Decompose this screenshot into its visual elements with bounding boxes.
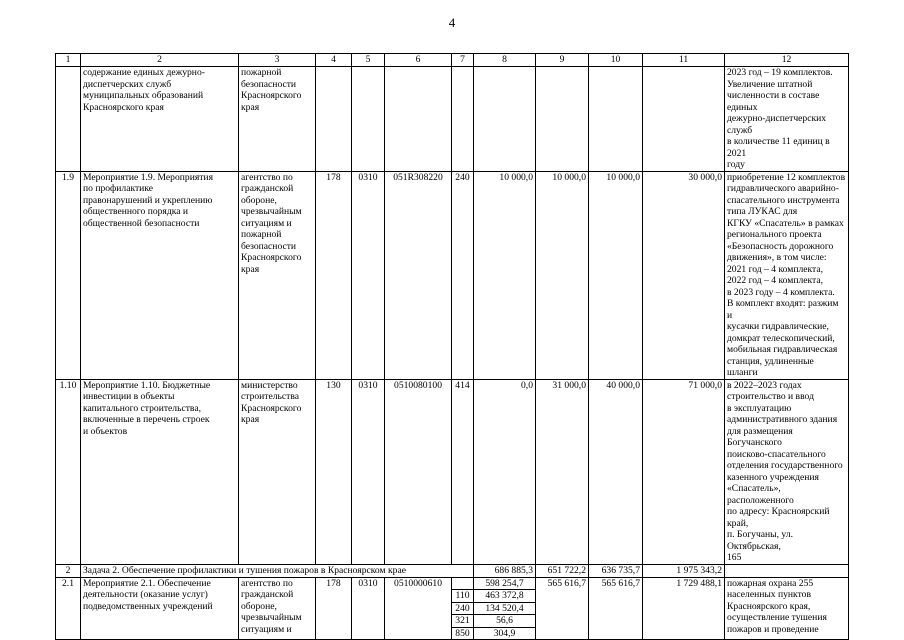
header-cell: 10 <box>589 54 643 67</box>
header-row <box>56 54 849 67</box>
executor: агентство по гражданской обороне, чрезвычайным ситуациям и пожарной безопасности Красноярского края <box>239 171 316 379</box>
table-row <box>56 171 849 379</box>
header-cell: 1 <box>56 54 81 67</box>
header-cell: 8 <box>474 54 536 67</box>
header-cell: 7 <box>452 54 474 67</box>
row-number <box>56 67 81 172</box>
task-label: Задача 2. Обеспечение профилактики и тушения пожаров в Красноярском крае <box>81 564 474 577</box>
amount-2023: 40 000,0 <box>589 379 643 564</box>
amount-total <box>643 67 725 172</box>
expected-result: 2023 год – 19 комплектов. Увеличение штатной численности в составе единых дежурно-диспетчерских служб в количестве 11 единиц в 2021 году <box>725 67 849 172</box>
vr-code <box>452 577 474 590</box>
vr-code: 240 <box>452 602 474 615</box>
header-cell: 12 <box>725 54 849 67</box>
amount-2022 <box>536 67 589 172</box>
table-row <box>56 67 849 172</box>
amount-total: 1 975 343,2 <box>643 564 725 577</box>
header-cell: 2 <box>81 54 239 67</box>
gryubs-code: 178 <box>316 171 352 379</box>
rzpr-code: 0310 <box>352 577 385 640</box>
amount-2023: 10 000,0 <box>589 171 643 379</box>
csr-code: 0510000610 <box>385 577 452 640</box>
csr-code: 051R308220 <box>385 171 452 379</box>
rzpr-code: 0310 <box>352 171 385 379</box>
amount-2023: 565 616,7 <box>589 577 643 640</box>
amount-2021: 10 000,0 <box>474 171 536 379</box>
executor: пожарной безопасности Красноярского края <box>239 67 316 172</box>
amount-2022: 565 616,7 <box>536 577 589 640</box>
event-name: Мероприятие 1.10. Бюджетные инвестиции в объекты капитального строительства, включенные в перечень строек и объектов <box>81 379 239 564</box>
row-number: 1.9 <box>56 171 81 379</box>
executor: министерство строительства Красноярского края <box>239 379 316 564</box>
header-cell: 3 <box>239 54 316 67</box>
amount-2023: 636 735,7 <box>589 564 643 577</box>
vr-code: 240 <box>452 171 474 379</box>
amount-total: 1 729 488,1 <box>643 577 725 640</box>
expected-result: приобретение 12 комплектов гидравлического аварийно- спасательного инструмента типа ЛУКАС для КГКУ «Спасатель» в рамках регионального проекта «Безопасность дорожного движения», в том числе: 2021 год – 4 комплекта, 2022 год – 4 комплекта, в 2023 году – 4 комплекта. В комплект входят: разжим и кусачки гидравлические, домкрат телескопический, мобильная гидравлическая станция, удлиненные шланги <box>725 171 849 379</box>
header-cell: 11 <box>643 54 725 67</box>
amount-total: 30 000,0 <box>643 171 725 379</box>
executor: агентство по гражданской обороне, чрезвычайным ситуациям и <box>239 577 316 640</box>
amount-2021: 0,0 <box>474 379 536 564</box>
amount-2021: 686 885,3 <box>474 564 536 577</box>
csr-code <box>385 67 452 172</box>
table-row <box>56 577 849 590</box>
header-cell: 4 <box>316 54 352 67</box>
amount-total: 71 000,0 <box>643 379 725 564</box>
header-cell: 6 <box>385 54 452 67</box>
event-name: Мероприятие 2.1. Обеспечение деятельности (оказание услуг) подведомственных учреждений <box>81 577 239 640</box>
row-number: 2 <box>56 564 81 577</box>
gryubs-code <box>316 67 352 172</box>
budget-table <box>55 53 849 640</box>
amount-2023 <box>589 67 643 172</box>
expected-result: пожарная охрана 255 населенных пунктов Красноярского края, осуществление тушения пожаров и проведение <box>725 577 849 640</box>
page-number: 4 <box>448 15 456 30</box>
amount-2022: 31 000,0 <box>536 379 589 564</box>
rzpr-code: 0310 <box>352 379 385 564</box>
expected-result: в 2022–2023 годах строительство и ввод в эксплуатацию административного здания для размещения Богучанского поисково-спасательного отделения государственного казенного учреждения «Спасатель», расположенного по адресу: Красноярский край, п. Богучаны, ул. Октябрьская, 165 <box>725 379 849 564</box>
header-cell: 9 <box>536 54 589 67</box>
table-row <box>56 379 849 564</box>
amount-2021: 304,9 <box>474 627 536 640</box>
amount-2021: 463 372,8 <box>474 590 536 603</box>
vr-code: 850 <box>452 627 474 640</box>
vr-code <box>452 67 474 172</box>
header-cell: 5 <box>352 54 385 67</box>
rzpr-code <box>352 67 385 172</box>
amount-2021: 598 254,7 <box>474 577 536 590</box>
row-number: 1.10 <box>56 379 81 564</box>
amount-2021 <box>474 67 536 172</box>
amount-2022: 651 722,2 <box>536 564 589 577</box>
gryubs-code: 130 <box>316 379 352 564</box>
amount-2022: 10 000,0 <box>536 171 589 379</box>
csr-code: 0510080100 <box>385 379 452 564</box>
amount-2021: 134 520,4 <box>474 602 536 615</box>
vr-code: 414 <box>452 379 474 564</box>
vr-code: 321 <box>452 615 474 628</box>
expected-result <box>725 564 849 577</box>
event-name: Мероприятие 1.9. Мероприятия по профилактике правонарушений и укреплению общественного порядка и общественной безопасности <box>81 171 239 379</box>
vr-code: 110 <box>452 590 474 603</box>
amount-2021: 56,6 <box>474 615 536 628</box>
gryubs-code: 178 <box>316 577 352 640</box>
row-number: 2.1 <box>56 577 81 640</box>
task-row <box>56 564 849 577</box>
event-name: содержание единых дежурно- диспетчерских служб муниципальных образований Красноярского края <box>81 67 239 172</box>
